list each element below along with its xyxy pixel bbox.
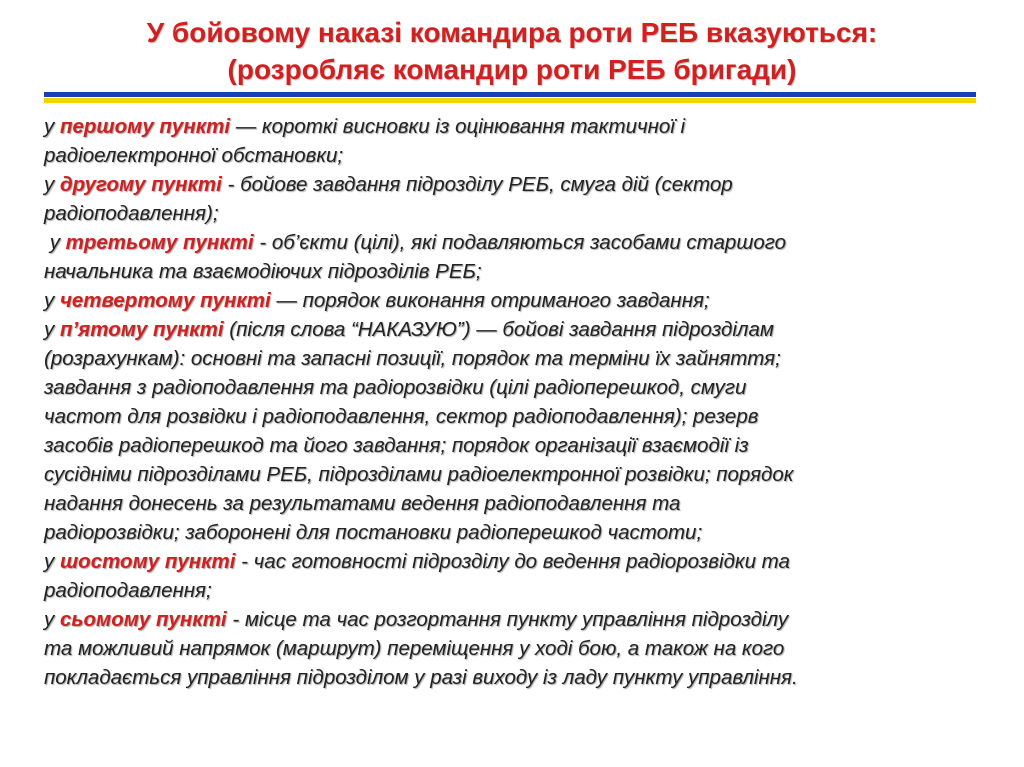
item-3-line-1 bbox=[44, 228, 984, 257]
item-5-line-6: сусідніми підрозділами РЕБ, підрозділами радіоелектронної розвідки; порядок bbox=[44, 463, 794, 486]
item-keyword: шостому пункті bbox=[59, 550, 236, 573]
item-3-line-2: начальника та взаємодіючих підрозділів РЕБ; bbox=[44, 260, 482, 283]
item-5-line-7: надання донесень за результатами ведення радіоподавлення та bbox=[44, 492, 681, 515]
divider-blue bbox=[44, 92, 976, 97]
item-prefix: у bbox=[44, 231, 66, 254]
item-keyword: другому пункті bbox=[59, 173, 222, 196]
item-keyword: четвертому пункті bbox=[59, 289, 271, 312]
item-5-line-8: радіорозвідки; заборонені для постановки радіоперешкод частоти; bbox=[44, 521, 703, 544]
item-4-line-1 bbox=[44, 286, 984, 315]
item-prefix: у bbox=[44, 318, 60, 341]
item-keyword: третьому пункті bbox=[65, 231, 254, 254]
item-2-line-1 bbox=[44, 170, 984, 199]
item-prefix: у bbox=[44, 550, 60, 573]
item-7-line-2: та можливий напрямок (маршрут) переміщення у ході бою, а також на кого bbox=[44, 637, 785, 660]
item-2-line-2: радіоподавлення); bbox=[44, 202, 219, 225]
item-text: - бойове завдання підрозділу РЕБ, смуга дій (сектор bbox=[221, 173, 733, 196]
slide-body bbox=[44, 112, 984, 692]
item-prefix: у bbox=[44, 115, 60, 138]
item-5-line-3: завдання з радіоподавлення та радіорозвідки (цілі радіоперешкод, смуги bbox=[44, 376, 747, 399]
item-6-line-2: радіоподавлення; bbox=[44, 579, 212, 602]
item-text: — короткі висновки із оцінювання тактичної і bbox=[230, 115, 686, 138]
divider-yellow bbox=[44, 98, 976, 103]
item-1-line-2: радіоелектронної обстановки; bbox=[44, 144, 344, 167]
item-keyword: першому пункті bbox=[59, 115, 231, 138]
item-5-line-1 bbox=[44, 315, 984, 344]
item-text: — порядок виконання отриманого завдання; bbox=[270, 289, 710, 312]
title-line-2: (розробляє командир роти РЕБ бригади) bbox=[227, 54, 797, 85]
item-prefix: у bbox=[44, 289, 60, 312]
item-5-line-4: частот для розвідки і радіоподавлення, сектор радіоподавлення); резерв bbox=[44, 405, 759, 428]
item-prefix: у bbox=[44, 173, 60, 196]
slide-title bbox=[40, 14, 984, 88]
item-text: - об’єкти (цілі), які подавляються засобами старшого bbox=[253, 231, 787, 254]
item-keyword: сьомому пункті bbox=[59, 608, 227, 631]
item-5-line-2: (розрахункам): основні та запасні позиції, порядок та терміни їх зайняття; bbox=[44, 347, 781, 370]
item-1-line-1 bbox=[44, 112, 984, 141]
item-text: (після слова “НАКАЗУЮ”) — бойові завдання підрозділам bbox=[223, 318, 774, 341]
item-keyword: п’ятому пункті bbox=[59, 318, 224, 341]
title-line-1: У бойовому наказі командира роти РЕБ вказуються: bbox=[146, 17, 878, 48]
item-7-line-3: покладається управління підрозділом у разі виходу із ладу пункту управління. bbox=[44, 666, 798, 689]
item-7-line-1 bbox=[44, 605, 984, 634]
item-prefix: у bbox=[44, 608, 60, 631]
item-text: - місце та час розгортання пункту управління підрозділу bbox=[226, 608, 789, 631]
item-5-line-5: засобів радіоперешкод та його завдання; порядок організації взаємодії із bbox=[44, 434, 749, 457]
item-text: - час готовності підрозділу до ведення радіорозвідки та bbox=[235, 550, 790, 573]
item-6-line-1 bbox=[44, 547, 984, 576]
